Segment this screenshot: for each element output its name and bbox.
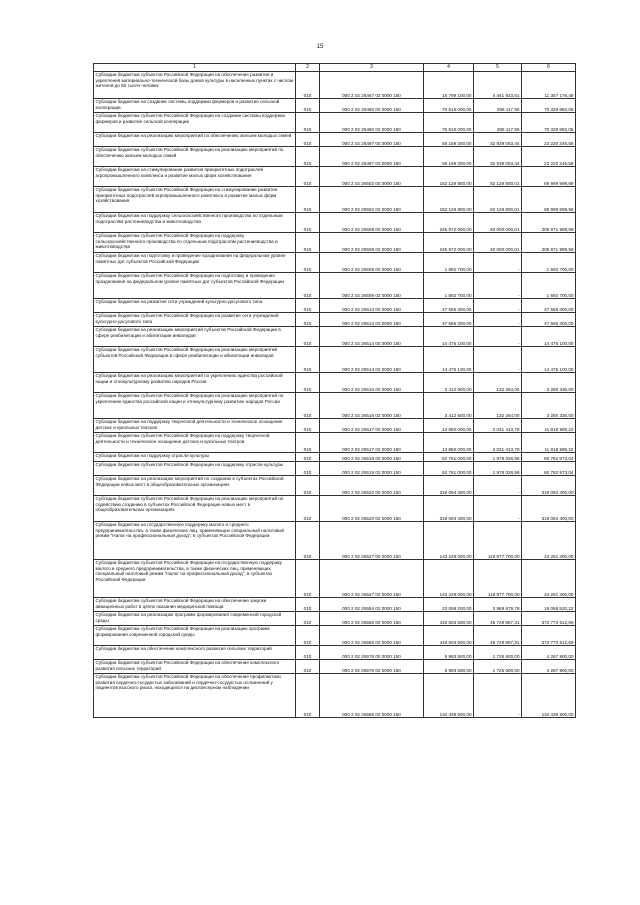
row-value-col4-cell: 15 799 100,00 (424, 72, 474, 99)
table-row (94, 373, 576, 393)
row-name-cell: Субсидии бюджетам на реализацию мероприятий по укреплению единства российской нации и этнокультурному развитию народов России (94, 373, 296, 393)
header-cell: 5 (474, 64, 522, 72)
row-kbk-cell: 000 2 02 25502 02 0000 150 (320, 187, 424, 213)
row-value-col5-cell: 1 978 026,96 (474, 453, 522, 462)
row-kbk-cell: 000 2 02 25527 02 0000 150 (320, 560, 424, 598)
row-kbk-cell: 000 2 02 25480 00 0000 150 (320, 99, 424, 113)
table-row (94, 453, 576, 462)
row-value-col5-cell: 82 129 800,01 (474, 187, 522, 213)
row-value-col4-cell: 1 692 700,00 (424, 253, 474, 273)
row-name-cell: Субсидии бюджетам субъектов Российской Федерации на развитие сети учреждений культурно-досугового типа (94, 313, 296, 327)
row-value-col6-cell: 60 782 973,04 (522, 453, 576, 462)
row-code-cell: 010 (296, 99, 320, 113)
row-value-col6-cell: 24 251 300,00 (522, 560, 576, 598)
row-value-col4-cell: 418 503 500,00 (424, 612, 474, 626)
row-value-col4-cell: 70 615 000,00 (424, 99, 474, 113)
row-kbk-cell: 000 2 02 25502 00 0000 150 (320, 167, 424, 187)
row-value-col5-cell: 1 978 026,96 (474, 462, 522, 476)
row-name-cell: Субсидии бюджетам субъектов Российской Федерации на реализацию мероприятий субъектов Российской Федерации в сфере реабилитации и абилитации инвалидов (94, 347, 296, 373)
row-value-col6-cell: 134 439 500,00 (522, 674, 576, 718)
row-code-cell: 010 (296, 522, 320, 560)
row-code-cell: 010 (296, 233, 320, 253)
row-value-col4-cell: 47 565 300,00 (424, 313, 474, 327)
row-value-col6-cell: 70 329 882,05 (522, 113, 576, 133)
row-value-col5-cell: 40 000 000,01 (474, 213, 522, 233)
row-code-cell: 010 (296, 347, 320, 373)
row-value-col6-cell: 47 565 300,00 (522, 313, 576, 327)
row-code-cell: 010 (296, 476, 320, 496)
row-kbk-cell: 000 2 02 25517 02 0000 150 (320, 433, 424, 453)
table-header-row (94, 64, 576, 72)
table-row (94, 313, 576, 327)
row-kbk-cell: 000 2 02 25519 00 0000 150 (320, 453, 424, 462)
header-cell: 1 (94, 64, 296, 72)
row-name-cell: Субсидии бюджетам на подготовку и проведение празднования на федеральном уровне памятных дат субъектов Российской Федерации (94, 253, 296, 273)
row-value-col4-cell: 245 972 000,00 (424, 213, 474, 233)
row-code-cell: 010 (296, 273, 320, 299)
row-kbk-cell: 000 2 02 25513 00 0000 150 (320, 299, 424, 313)
row-name-cell: Субсидии бюджетам субъектов Российской Федерации на поддержку сельскохозяйственного производства по отдельным подотраслям растениеводства и животноводства (94, 233, 296, 253)
row-name-cell: Субсидии бюджетам на реализацию мероприятий субъектов Российской Федерации в сфере реабилитации и абилитации инвалидов (94, 327, 296, 347)
table-row (94, 253, 576, 273)
row-value-col5-cell: 1 725 600,00 (474, 646, 522, 660)
row-value-col4-cell: 319 094 400,00 (424, 476, 474, 496)
row-code-cell: 010 (296, 626, 320, 646)
row-name-cell: Субсидии бюджетам субъектов Российской Федерации на обеспечение комплексного развития сельских территорий (94, 660, 296, 674)
table-row (94, 560, 576, 598)
row-value-col6-cell: 4 267 900,00 (522, 660, 576, 674)
row-name-cell: Субсидии бюджетам субъектов Российской Федерации на реализацию программ формирования современной городской среды (94, 626, 296, 646)
row-value-col4-cell: 13 850 000,00 (424, 419, 474, 433)
table-row (94, 626, 576, 646)
row-value-col6-cell: 11 818 586,22 (522, 433, 576, 453)
row-value-col5-cell: - (474, 253, 522, 273)
row-name-cell: Субсидии бюджетам субъектов Российской Федерации на поддержку творческой деятельности и техническое оснащение детских и кукольных театров (94, 433, 296, 453)
row-value-col6-cell: 11 357 176,49 (522, 72, 576, 99)
row-name-cell: Субсидии бюджетам на развитие сети учреждений культурно-досугового типа (94, 299, 296, 313)
header-cell: 3 (320, 64, 424, 72)
row-value-col4-cell: 3 412 600,00 (424, 373, 474, 393)
row-value-col6-cell: 70 329 882,05 (522, 99, 576, 113)
row-code-cell: 010 (296, 462, 320, 476)
row-value-col6-cell: 319 094 400,00 (522, 476, 576, 496)
row-name-cell: Субсидии бюджетам субъектов Российской Федерации на стимулирование развития приоритетных подотраслей агропромышленного комплекса и развитие малых форм хозяйствования (94, 187, 296, 213)
row-value-col4-cell: 5 993 500,00 (424, 646, 474, 660)
row-kbk-cell: 000 2 02 25514 00 0000 150 (320, 327, 424, 347)
table-row (94, 133, 576, 147)
row-value-col4-cell: 152 129 800,00 (424, 187, 474, 213)
row-value-col4-cell: 418 503 500,00 (424, 626, 474, 646)
row-value-col4-cell: 245 972 000,00 (424, 233, 474, 253)
row-value-col6-cell: 4 267 900,00 (522, 646, 576, 660)
row-name-cell: Субсидии бюджетам субъектов Российской Федерации на реализацию мероприятий по содействию созданию в субъектах Российской Федерации новых мест в общеобразовательных организациях (94, 496, 296, 522)
row-value-col5-cell: 132 264,00 (474, 393, 522, 419)
row-value-col4-cell: 5 993 500,00 (424, 660, 474, 674)
row-value-col4-cell: 143 229 000,00 (424, 560, 474, 598)
row-name-cell: Субсидии бюджетам субъектов Российской Федерации на подготовку и проведение празднования на федеральном уровне памятных дат субъектов Российской Федерации (94, 273, 296, 299)
row-value-col5-cell: 2 031 413,78 (474, 419, 522, 433)
table-row (94, 522, 576, 560)
row-value-col4-cell: 62 761 000,00 (424, 462, 474, 476)
row-name-cell: Субсидии бюджетам на поддержку сельскохозяйственного производства по отдельным подотраслям растениеводства и животноводства (94, 213, 296, 233)
row-kbk-cell: 000 2 02 25467 02 0000 150 (320, 72, 424, 99)
row-code-cell: 010 (296, 133, 320, 147)
row-value-col5-cell: - (474, 273, 522, 299)
table-row (94, 646, 576, 660)
page-number: 15 (316, 44, 324, 50)
row-value-col6-cell: 372 773 612,69 (522, 612, 576, 626)
row-value-col6-cell: 23 220 246,56 (522, 147, 576, 167)
row-value-col6-cell: 319 094 400,00 (522, 496, 576, 522)
row-name-cell: Субсидии бюджетам на реализацию программ формирования современной городской среды (94, 612, 296, 626)
row-name-cell: Субсидии бюджетам на реализацию мероприятий по обеспечению жильем молодых семей (94, 133, 296, 147)
row-value-col6-cell: 24 251 300,00 (522, 522, 576, 560)
row-value-col6-cell: 69 999 999,99 (522, 167, 576, 187)
row-value-col6-cell: 19 068 520,22 (522, 598, 576, 612)
row-value-col5-cell: 32 939 053,44 (474, 133, 522, 147)
row-kbk-cell: 000 2 02 25516 02 0000 150 (320, 393, 424, 419)
row-value-col6-cell: 14 475 100,00 (522, 347, 576, 373)
header-cell: 6 (522, 64, 576, 72)
row-code-cell: 010 (296, 299, 320, 313)
row-value-col5-cell: - (474, 476, 522, 496)
row-code-cell: 010 (296, 419, 320, 433)
table-row (94, 113, 576, 133)
row-value-col6-cell: 372 773 612,69 (522, 626, 576, 646)
row-value-col5-cell: 285 117,95 (474, 113, 522, 133)
row-value-col6-cell: 205 971 999,99 (522, 213, 576, 233)
row-kbk-cell: 000 2 02 25555 02 0000 150 (320, 626, 424, 646)
row-kbk-cell: 000 2 02 25527 00 0000 150 (320, 522, 424, 560)
row-value-col4-cell: 62 761 000,00 (424, 453, 474, 462)
row-code-cell: 010 (296, 496, 320, 522)
row-kbk-cell: 000 2 02 25586 02 0000 150 (320, 674, 424, 718)
row-kbk-cell: 000 2 02 25520 00 0000 150 (320, 476, 424, 496)
row-name-cell: Субсидии бюджетам субъектов Российской Федерации на обеспечение закупки авиационных работ в целях оказания медицинской помощи (94, 598, 296, 612)
row-code-cell: 010 (296, 187, 320, 213)
row-value-col6-cell: 1 692 700,00 (522, 273, 576, 299)
table-row (94, 598, 576, 612)
row-code-cell: 010 (296, 560, 320, 598)
row-code-cell: 010 (296, 167, 320, 187)
row-code-cell: 010 (296, 393, 320, 419)
row-value-col5-cell: 118 977 700,00 (474, 560, 522, 598)
row-value-col4-cell: 70 615 000,00 (424, 113, 474, 133)
row-value-col5-cell: 82 129 800,01 (474, 167, 522, 187)
row-name-cell: Субсидии бюджетам на поддержку творческой деятельности и техническое оснащение детских и кукольных театров (94, 419, 296, 433)
row-value-col5-cell: 32 939 053,44 (474, 147, 522, 167)
row-value-col4-cell: 14 475 100,00 (424, 347, 474, 373)
row-code-cell: 010 (296, 113, 320, 133)
row-code-cell: 010 (296, 598, 320, 612)
row-code-cell: 010 (296, 147, 320, 167)
row-value-col4-cell: 143 229 000,00 (424, 522, 474, 560)
row-value-col4-cell: 56 159 300,00 (424, 147, 474, 167)
row-kbk-cell: 000 2 02 25509 02 0000 150 (320, 273, 424, 299)
row-value-col6-cell: 23 220 246,56 (522, 133, 576, 147)
row-kbk-cell: 000 2 02 25508 02 0000 150 (320, 233, 424, 253)
table-row (94, 187, 576, 213)
row-name-cell: Субсидии бюджетам субъектов Российской Федерации на реализацию мероприятий по укреплению единства российской нации и этнокультурному развитию народов России (94, 393, 296, 419)
row-value-col6-cell: 1 692 700,00 (522, 253, 576, 273)
row-value-col5-cell: 45 729 887,31 (474, 612, 522, 626)
row-code-cell: 010 (296, 660, 320, 674)
table-row (94, 299, 576, 313)
table-row (94, 233, 576, 253)
row-value-col5-cell: 2 031 413,78 (474, 433, 522, 453)
row-name-cell: Субсидии бюджетам на стимулирование развития приоритетных подотраслей агропромышленного комплекса и развитие малых форм хозяйствования (94, 167, 296, 187)
row-value-col6-cell: 60 782 973,04 (522, 462, 576, 476)
row-value-col6-cell: 69 999 999,99 (522, 187, 576, 213)
row-code-cell: 010 (296, 646, 320, 660)
row-value-col4-cell: 319 094 400,00 (424, 496, 474, 522)
table-row (94, 496, 576, 522)
row-name-cell: Субсидии бюджетам субъектов Российской Федерации на государственную поддержку малого и среднего предпринимательства, а также физических лиц, применяющих специальный налоговый режим "Налог на профессиональный доход", в субъектах Российской Федерации (94, 560, 296, 598)
table-row (94, 476, 576, 496)
table-row (94, 167, 576, 187)
row-name-cell: Субсидии бюджетам субъектов Российской Федерации на создание системы поддержки фермеров и развитие сельской кооперации (94, 113, 296, 133)
table-row (94, 72, 576, 99)
row-value-col5-cell: 4 441 923,51 (474, 72, 522, 99)
table-row (94, 347, 576, 373)
row-value-col6-cell: 3 280 336,00 (522, 393, 576, 419)
row-kbk-cell: 000 2 02 25514 02 0000 150 (320, 347, 424, 373)
row-value-col4-cell: 47 565 300,00 (424, 299, 474, 313)
row-kbk-cell: 000 2 02 25516 00 0000 150 (320, 373, 424, 393)
table-row (94, 419, 576, 433)
row-kbk-cell: 000 2 02 25513 02 0000 150 (320, 313, 424, 327)
row-value-col5-cell: - (474, 496, 522, 522)
row-value-col6-cell: 205 971 999,99 (522, 233, 576, 253)
row-value-col5-cell: - (474, 299, 522, 313)
row-name-cell: Субсидии бюджетам на поддержку отрасли культуры (94, 453, 296, 462)
table-row (94, 327, 576, 347)
row-value-col6-cell: 14 475 100,00 (522, 327, 576, 347)
row-kbk-cell: 000 2 02 25497 02 0000 150 (320, 147, 424, 167)
row-value-col4-cell: 56 159 300,00 (424, 133, 474, 147)
row-code-cell: 010 (296, 72, 320, 99)
row-code-cell: 010 (296, 313, 320, 327)
row-kbk-cell: 000 2 02 25508 00 0000 150 (320, 213, 424, 233)
row-kbk-cell: 000 2 02 25519 02 0000 150 (320, 462, 424, 476)
row-value-col5-cell: 285 117,95 (474, 99, 522, 113)
row-value-col5-cell: 40 000 000,01 (474, 233, 522, 253)
table-row (94, 273, 576, 299)
row-code-cell: 010 (296, 674, 320, 718)
row-name-cell: Субсидии бюджетам на создание системы поддержки фермеров и развитие сельской кооперации (94, 99, 296, 113)
row-kbk-cell: 000 2 02 25480 02 0000 150 (320, 113, 424, 133)
budget-table (93, 63, 576, 718)
row-value-col5-cell: - (474, 674, 522, 718)
row-name-cell: Субсидии бюджетам субъектов Российской Федерации на обеспечение развития и укрепления материально-технической базы домов культуры в населенных пунктах с числом жителей до 50 тысяч человек (94, 72, 296, 99)
table-row (94, 674, 576, 718)
table-row (94, 99, 576, 113)
row-code-cell: 010 (296, 453, 320, 462)
table-row (94, 433, 576, 453)
row-kbk-cell: 000 2 02 25555 00 0000 150 (320, 612, 424, 626)
row-value-col4-cell: 1 692 700,00 (424, 273, 474, 299)
header-cell: 2 (296, 64, 320, 72)
row-name-cell: Субсидии бюджетам на реализацию мероприятий по созданию в субъектах Российской Федерации новых мест в общеобразовательных организациях (94, 476, 296, 496)
row-code-cell: 010 (296, 373, 320, 393)
row-code-cell: 010 (296, 253, 320, 273)
row-value-col5-cell: 45 729 887,31 (474, 626, 522, 646)
row-value-col4-cell: 134 439 500,00 (424, 674, 474, 718)
row-value-col6-cell: 47 565 300,00 (522, 299, 576, 313)
row-kbk-cell: 000 2 02 25517 00 0000 150 (320, 419, 424, 433)
row-value-col5-cell: - (474, 327, 522, 347)
row-kbk-cell: 000 2 02 25576 02 0000 150 (320, 660, 424, 674)
row-value-col4-cell: 23 058 200,00 (424, 598, 474, 612)
row-code-cell: 010 (296, 433, 320, 453)
row-value-col5-cell: - (474, 313, 522, 327)
row-value-col5-cell: 3 989 679,78 (474, 598, 522, 612)
row-value-col5-cell: 132 264,00 (474, 373, 522, 393)
row-name-cell: Субсидии бюджетам на государственную поддержку малого и среднего предпринимательства, а также физических лиц, применяющих специальный налоговый режим "Налог на профессиональный доход", в субъектах Российской Федерации (94, 522, 296, 560)
row-value-col6-cell: 11 818 586,22 (522, 419, 576, 433)
table-row (94, 660, 576, 674)
row-code-cell: 010 (296, 327, 320, 347)
row-kbk-cell: 000 2 02 25509 00 0000 150 (320, 253, 424, 273)
row-code-cell: 010 (296, 213, 320, 233)
row-value-col6-cell: 3 280 336,00 (522, 373, 576, 393)
table-row (94, 462, 576, 476)
row-value-col5-cell: - (474, 347, 522, 373)
row-kbk-cell: 000 2 02 25576 00 0000 150 (320, 646, 424, 660)
table-row (94, 147, 576, 167)
row-name-cell: Субсидии бюджетам на обеспечение комплексного развития сельских территорий (94, 646, 296, 660)
table-row (94, 213, 576, 233)
row-value-col4-cell: 13 850 000,00 (424, 433, 474, 453)
row-name-cell: Субсидии бюджетам субъектов Российской Федерации на реализацию мероприятий по обеспечению жильем молодых семей (94, 147, 296, 167)
row-value-col4-cell: 3 412 600,00 (424, 393, 474, 419)
row-value-col5-cell: 118 977 700,00 (474, 522, 522, 560)
row-value-col4-cell: 14 475 100,00 (424, 327, 474, 347)
table-row (94, 612, 576, 626)
row-name-cell: Субсидии бюджетам субъектов Российской Федерации на обеспечение профилактики развития сердечно-сосудистых заболеваний и сердечно-сосудистых осложнений у пациентов высокого риска, находящихся на диспансерном наблюдении (94, 674, 296, 718)
row-kbk-cell: 000 2 02 25554 02 0000 150 (320, 598, 424, 612)
table-row (94, 393, 576, 419)
row-kbk-cell: 000 2 02 25520 02 0000 150 (320, 496, 424, 522)
row-name-cell: Субсидии бюджетам субъектов Российской Федерации на поддержку отрасли культуры (94, 462, 296, 476)
row-kbk-cell: 000 2 02 25497 00 0000 150 (320, 133, 424, 147)
row-value-col5-cell: 1 725 600,00 (474, 660, 522, 674)
row-code-cell: 010 (296, 612, 320, 626)
header-cell: 4 (424, 64, 474, 72)
row-value-col4-cell: 152 129 800,00 (424, 167, 474, 187)
